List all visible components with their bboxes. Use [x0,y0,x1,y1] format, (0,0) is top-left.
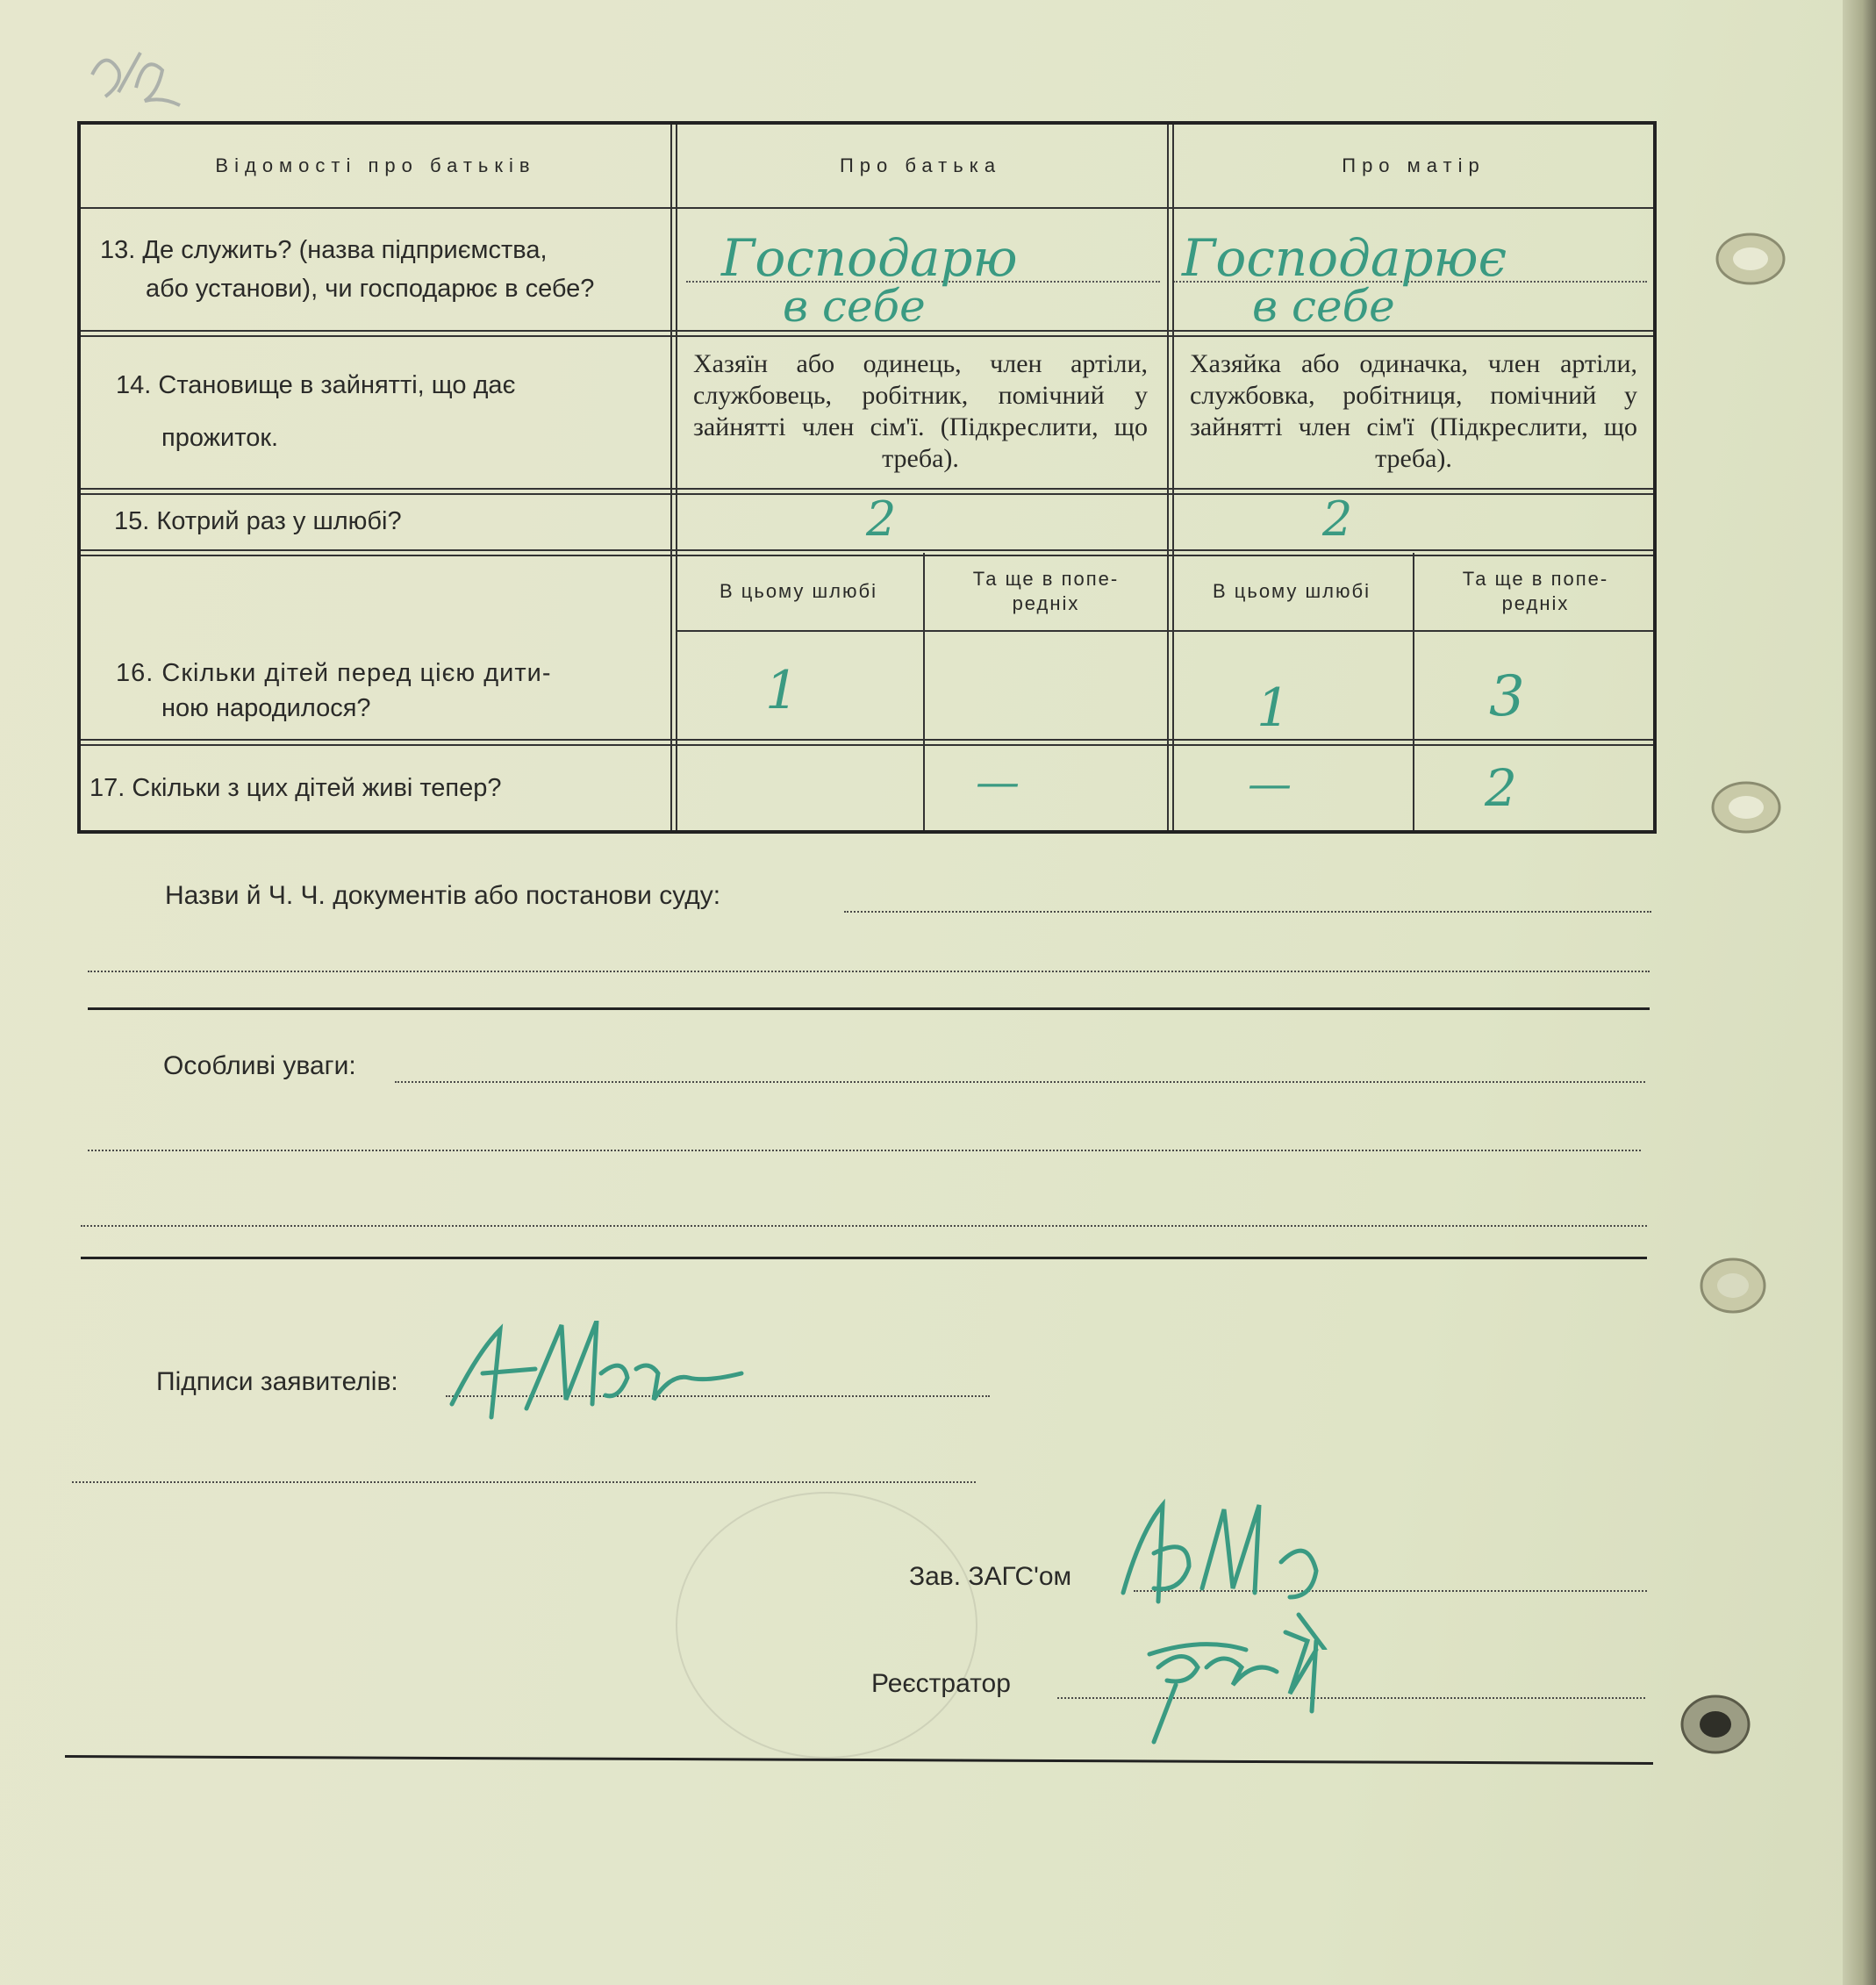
table-rule [676,630,1653,632]
documents-label: Назви й Ч. Ч. документів або постанови суду: [165,881,721,910]
applicants-signature-line-2[interactable] [72,1481,976,1483]
binding-hole [1693,1250,1772,1321]
applicants-signature-label: Підписи заявителів: [156,1367,398,1396]
mother-alive-this: — [1248,758,1292,809]
faded-stamp [676,1492,977,1759]
binding-hole [1707,772,1786,842]
page-edge [1843,0,1876,1985]
registrar-label: Реєстратор [871,1669,1011,1698]
question-13-line1: 13. Де служить? (назва підприємства, [100,236,548,264]
pencil-corner-note [83,39,197,118]
binding-hole [1711,224,1790,294]
question-13-line2: або установи), чи господарює в себе? [146,275,595,303]
father-marriage-count: 2 [866,491,897,547]
subheader-father-previous [925,553,1167,630]
subheader-mother-this-marriage: В цьому шлюбі [1212,580,1371,602]
section-divider [81,1257,1647,1259]
documents-field-line[interactable] [844,911,1651,913]
applicant-signature [448,1321,746,1435]
father-children-this: 1 [765,660,799,721]
subheader-previous-line1: Та ще в попе- [972,568,1120,590]
subheader-previous-line1: Та ще в попе- [1462,568,1609,590]
mother-workplace-handwritten-2: в себе [1252,281,1395,332]
parents-info-table [77,121,1657,834]
registrar-signature [1141,1615,1386,1746]
subheader-mother-previous [1414,553,1657,630]
mother-children-previous: 3 [1489,664,1525,729]
mother-alive-previous: 2 [1485,758,1517,818]
question-16-line1: 16. Скільки дітей перед цією дити- [116,659,552,687]
question-14 [81,335,670,488]
subheader-previous-line2: редніх [1012,592,1080,614]
section-divider [88,1007,1650,1010]
binding-hole [1676,1689,1755,1759]
question-16 [81,642,670,739]
question-16-line2: ною народилося? [161,694,371,722]
question-17: 17. Скільки з цих дітей живі тепер? [90,774,502,802]
header-parents-info: Відомості про батьків [215,154,536,176]
header-mother: Про матір [1342,154,1486,176]
mother-children-this: 1 [1257,677,1291,739]
father-workplace-handwritten-2: в себе [783,281,926,332]
zags-head-label: Зав. ЗАГС'ом [909,1562,1072,1591]
subheader-father-this-marriage: В цьому шлюбі [719,580,878,602]
bottom-divider [65,1755,1653,1765]
notes-field-line-3[interactable] [81,1225,1647,1227]
question-14-line1: 14. Становище в зайнятті, що дає [116,371,516,399]
header-father: Про батька [839,154,1002,176]
mother-status-options: Хазяйка або одиначка, член артіли, службовка, робітниця, помічний у зайнятті член сім'ї (Підкреслити, що треба). [1190,349,1637,473]
father-alive-previous: — [976,756,1020,807]
mother-workplace-handwritten: Господарює [1182,228,1507,288]
mother-marriage-count: 2 [1322,491,1353,547]
question-13 [81,209,670,330]
subheader-previous-line2: редніх [1501,592,1570,614]
question-14-line2: прожиток. [161,424,279,452]
notes-label: Особливі уваги: [163,1051,356,1080]
father-status-options: Хазяїн або одинець, член артіли, службовець, робітник, помічний у зайнятті член сім'ї. (Підкреслити, що треба). [693,349,1148,473]
father-workplace-handwritten: Господарю [721,228,1018,288]
notes-field-line-2[interactable] [88,1150,1641,1151]
notes-field-line[interactable] [395,1081,1645,1083]
question-15: 15. Котрий раз у шлюбі? [114,507,402,535]
documents-field-line-2[interactable] [88,971,1650,972]
